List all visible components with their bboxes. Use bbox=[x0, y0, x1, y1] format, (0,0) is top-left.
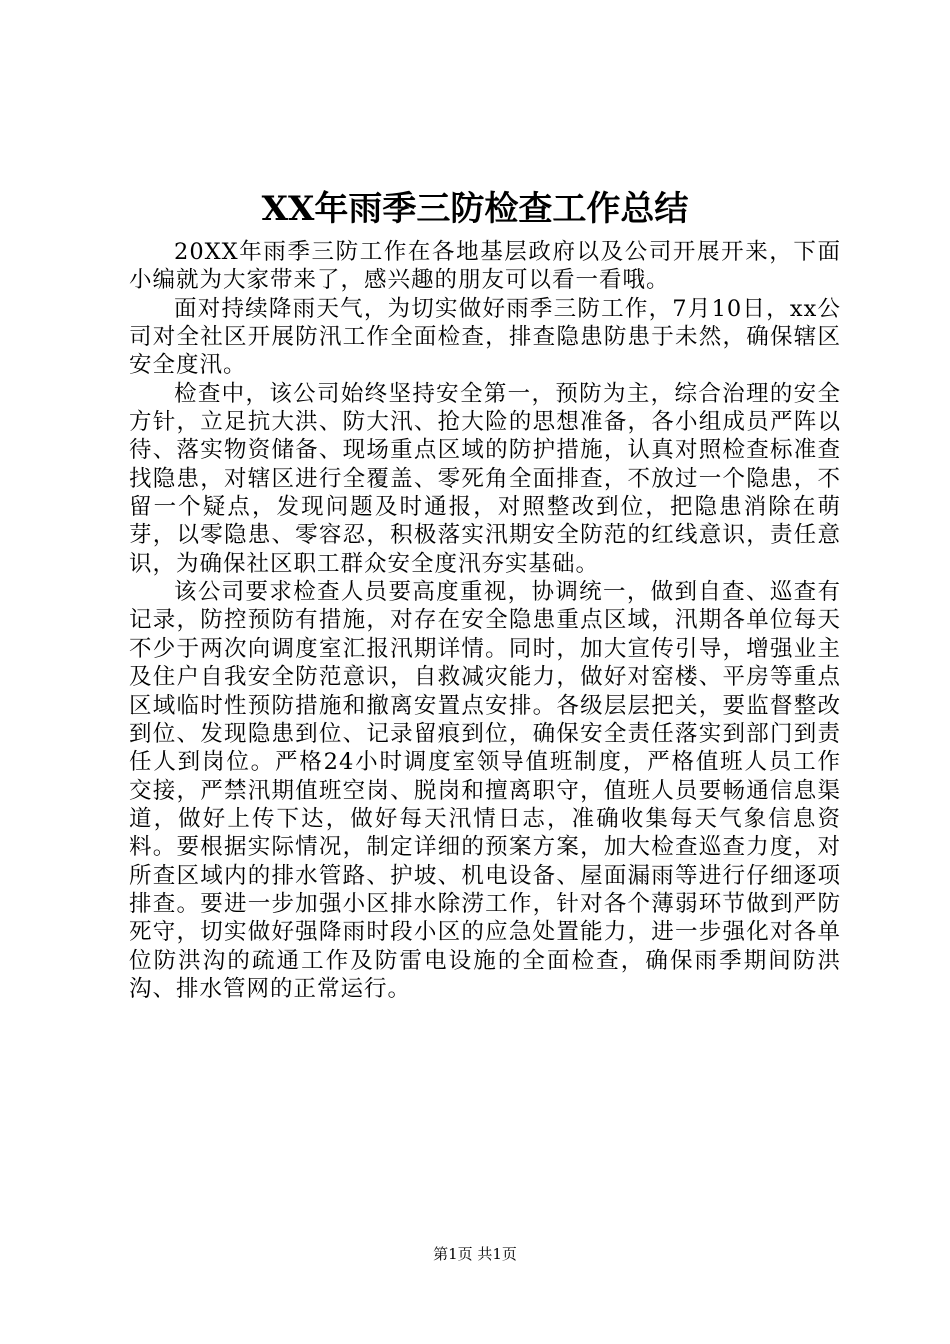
paragraph-inspection-date: 面对持续降雨天气，为切实做好雨季三防工作，7月10日，xx公司对全社区开展防汛工作全面检查，排查隐患防患于未然，确保辖区安全度汛。 bbox=[129, 295, 841, 379]
paragraph-requirements: 该公司要求检查人员要高度重视，协调统一，做到自查、巡查有记录，防控预防有措施，对存在安全隐患重点区域，汛期各单位每天不少于两次向调度室汇报汛期详情。同时，加大宣传引导，增强业主及住户自我安全防范意识，自救减灾能力，做好对窑楼、平房等重点区域临时性预防措施和撤离安置点安排。各级层层把关，要监督整改到位、发现隐患到位、记录留痕到位，确保安全责任落实到部门到责任人到岗位。严格24小时调度室领导值班制度，严格值班人员工作交接，严禁汛期值班空岗、脱岗和擅离职守，值班人员要畅通信息渠道，做好上传下达，做好每天汛情日志，准确收集每天气象信息资料。要根据实际情况，制定详细的预案方案，加大检查巡查力度，对所查区域内的排水管路、护坡、机电设备、屋面漏雨等进行仔细逐项排查。要进一步加强小区排水除涝工作，针对各个薄弱环节做到严防死守，切实做好强降雨时段小区的应急处置能力，进一步强化对各单位防洪沟的疏通工作及防雷电设施的全面检查，确保雨季期间防洪沟、排水管网的正常运行。 bbox=[129, 579, 841, 1002]
paragraph-inspection-details: 检查中，该公司始终坚持安全第一，预防为主，综合治理的安全方针，立足抗大洪、防大汛、抢大险的思想准备，各小组成员严阵以待、落实物资储备、现场重点区域的防护措施，认真对照检查标准查找隐患，对辖区进行全覆盖、零死角全面排查，不放过一个隐患，不留一个疑点，发现问题及时通报，对照整改到位，把隐患消除在萌芽，以零隐患、零容忍，积极落实汛期安全防范的红线意识，责任意识，为确保社区职工群众安全度汛夯实基础。 bbox=[129, 380, 841, 577]
document-body bbox=[129, 238, 841, 1003]
paragraph-intro: 20XX年雨季三防工作在各地基层政府以及公司开展开来，下面小编就为大家带来了，感兴趣的朋友可以看一看哦。 bbox=[129, 239, 841, 294]
page-footer: 第1页 共1页 bbox=[433, 1245, 517, 1263]
document-title: XX年雨季三防检查工作总结 bbox=[261, 189, 689, 229]
